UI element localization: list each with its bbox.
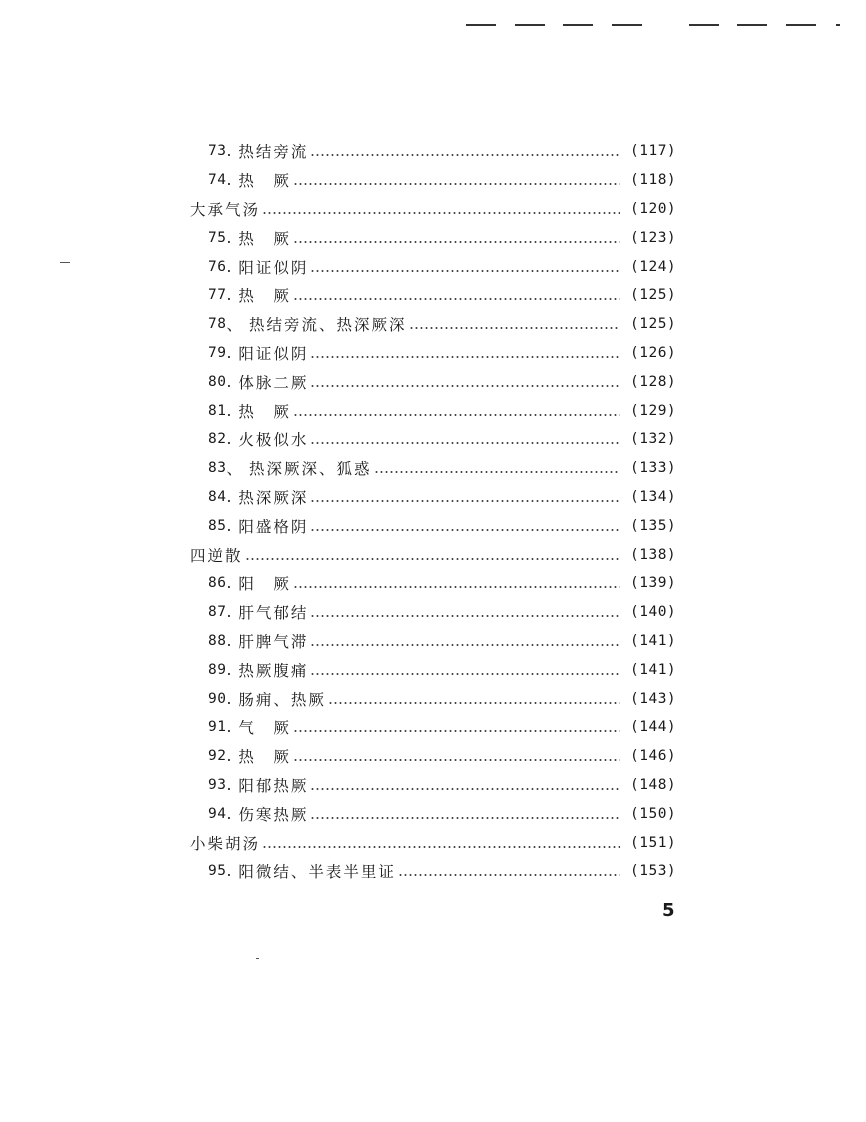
toc-entry-title: 阳证似阴 <box>238 258 309 277</box>
toc-page-reference: (123) <box>630 229 677 246</box>
toc-entry-number: 93 <box>208 776 227 793</box>
toc-dot-leader <box>310 644 620 646</box>
toc-entry-title: 伤寒热厥 <box>238 805 309 824</box>
toc-page-reference: (150) <box>630 805 677 822</box>
toc-page-reference: (140) <box>630 604 677 621</box>
toc-entry-title: 热 厥 <box>238 402 291 421</box>
toc-dot-leader <box>310 385 620 387</box>
toc-entry-separator: . <box>226 747 233 766</box>
toc-entry <box>190 857 700 886</box>
toc-entry-title: 大承气汤 <box>190 200 261 219</box>
toc-entry-number: 77 <box>208 287 227 304</box>
toc-entry-number: 73 <box>208 143 227 160</box>
toc-entry-number: 86 <box>208 575 227 592</box>
toc-page-reference: (151) <box>630 834 677 851</box>
toc-entry-number: 88 <box>208 632 227 649</box>
toc-entry-separator: . <box>226 343 233 362</box>
toc-entry-separator: . <box>226 487 233 506</box>
toc-dot-leader <box>310 673 620 675</box>
scan-speck <box>256 958 259 959</box>
toc-dot-leader <box>262 212 620 214</box>
scan-speck <box>60 262 70 263</box>
toc-entry <box>190 425 700 454</box>
toc-dot-leader <box>374 471 621 473</box>
toc-dot-leader <box>310 500 620 502</box>
toc-page-reference: (132) <box>630 431 677 448</box>
toc-page-reference: (129) <box>630 402 677 419</box>
toc-entry-number: 80 <box>208 373 227 390</box>
page-number: 5 <box>662 900 675 921</box>
toc-entry-separator: . <box>226 171 233 190</box>
toc-entry-number: 84 <box>208 488 227 505</box>
toc-page-reference: (135) <box>630 517 677 534</box>
toc-entry-number: 89 <box>208 661 227 678</box>
toc-dot-leader <box>310 154 620 156</box>
toc-entry <box>190 281 700 310</box>
toc-entry-title: 热深厥深 <box>238 488 309 507</box>
toc-page-reference: (118) <box>630 172 677 189</box>
toc-entry <box>190 252 700 281</box>
toc-entry-separator: . <box>226 142 233 161</box>
toc-entry <box>190 511 700 540</box>
toc-entry-number: 81 <box>208 402 227 419</box>
toc-entry-title: 肝气郁结 <box>238 604 309 623</box>
toc-entry <box>190 339 700 368</box>
toc-entry <box>190 310 700 339</box>
toc-entry-title: 肠痈、热厥 <box>238 690 326 709</box>
toc-entry-title: 体脉二厥 <box>238 373 309 392</box>
toc-entry-title: 热深厥深、狐惑 <box>248 460 372 479</box>
toc-entry-title: 阳证似阴 <box>238 344 309 363</box>
header-rule-dash <box>786 24 816 26</box>
toc-entry-separator: . <box>226 401 233 420</box>
toc-dot-leader <box>310 788 620 790</box>
toc-entry <box>190 655 700 684</box>
toc-page-reference: (134) <box>630 488 677 505</box>
toc-dot-leader <box>293 730 620 732</box>
toc-page-reference: (143) <box>630 690 677 707</box>
toc-section-heading <box>190 828 700 857</box>
toc-dot-leader <box>310 817 620 819</box>
toc-dot-leader <box>328 702 620 704</box>
toc-entry <box>190 569 700 598</box>
toc-entry-number: 85 <box>208 517 227 534</box>
toc-dot-leader <box>293 759 620 761</box>
toc-entry <box>190 598 700 627</box>
toc-entry <box>190 799 700 828</box>
toc-entry <box>190 166 700 195</box>
toc-entry-number: 83 <box>208 460 227 477</box>
toc-entry-title: 热 厥 <box>238 748 291 767</box>
toc-page-reference: (141) <box>630 661 677 678</box>
toc-dot-leader <box>398 874 620 876</box>
toc-page-reference: (153) <box>630 863 677 880</box>
toc-entry-number: 92 <box>208 748 227 765</box>
toc-entry-separator: . <box>226 718 233 737</box>
toc-entry-number: 78 <box>208 316 227 333</box>
toc-dot-leader <box>293 298 620 300</box>
toc-entry-title: 热 厥 <box>238 287 291 306</box>
toc-entry-number: 76 <box>208 258 227 275</box>
toc-entry-number: 91 <box>208 719 227 736</box>
toc-entry <box>190 454 700 483</box>
toc-dot-leader <box>293 241 620 243</box>
header-rule-dash <box>563 24 593 26</box>
toc-dot-leader <box>310 442 620 444</box>
toc-page-reference: (138) <box>630 546 677 563</box>
toc-entry-title: 阳盛格阴 <box>238 517 309 536</box>
toc-entry-title: 热厥腹痛 <box>238 661 309 680</box>
toc-dot-leader <box>310 356 620 358</box>
toc-entry-number: 75 <box>208 229 227 246</box>
toc-dot-leader <box>262 846 620 848</box>
toc-entry-separator: . <box>226 804 233 823</box>
toc-entry <box>190 223 700 252</box>
toc-entry-separator: 、 <box>226 316 243 335</box>
toc-entry <box>190 396 700 425</box>
toc-page-reference: (124) <box>630 258 677 275</box>
toc-page-reference: (141) <box>630 632 677 649</box>
toc-entry-separator: . <box>226 862 233 881</box>
toc-entry-number: 95 <box>208 863 227 880</box>
toc-entry-title: 阳 厥 <box>238 575 291 594</box>
toc-entry-separator: . <box>226 775 233 794</box>
toc-entry-number: 82 <box>208 431 227 448</box>
toc-entry-title: 热结旁流、热深厥深 <box>248 316 407 335</box>
toc-entry-number: 90 <box>208 690 227 707</box>
header-rule-dash <box>737 24 767 26</box>
toc-entry-title: 肝脾气滞 <box>238 632 309 651</box>
toc-page-reference: (146) <box>630 748 677 765</box>
toc-section-heading <box>190 195 700 224</box>
toc-entry-number: 87 <box>208 604 227 621</box>
toc-page-reference: (148) <box>630 776 677 793</box>
toc-entry-title: 阳微结、半表半里证 <box>238 863 396 882</box>
header-rule-dash <box>515 24 545 26</box>
toc-page-reference: (139) <box>630 575 677 592</box>
toc-entry <box>190 137 700 166</box>
toc-entry-separator: . <box>226 228 233 247</box>
header-rule-dash <box>466 24 496 26</box>
toc-entry <box>190 367 700 396</box>
toc-entry-separator: . <box>226 430 233 449</box>
toc-page-reference: (133) <box>630 460 677 477</box>
toc-entry-number: 94 <box>208 805 227 822</box>
toc-entry <box>190 627 700 656</box>
toc-entry-separator: 、 <box>226 460 243 479</box>
toc-entry-separator: . <box>226 516 233 535</box>
toc-section-heading <box>190 540 700 569</box>
toc-page-reference: (125) <box>630 287 677 304</box>
toc-entry-separator: . <box>226 372 233 391</box>
toc-entry-number: 74 <box>208 172 227 189</box>
toc-entry-title: 热 厥 <box>238 172 291 191</box>
toc-page-reference: (128) <box>630 373 677 390</box>
toc-entry-title: 小柴胡汤 <box>190 834 261 853</box>
toc-page-reference: (125) <box>630 316 677 333</box>
toc-dot-leader <box>310 615 620 617</box>
toc-entry <box>190 742 700 771</box>
toc-dot-leader <box>310 270 620 272</box>
toc-dot-leader <box>293 586 620 588</box>
toc-entry-title: 四逆散 <box>190 546 243 565</box>
toc-entry-separator: . <box>226 689 233 708</box>
toc-entry-title: 热结旁流 <box>238 143 309 162</box>
toc-dot-leader <box>245 558 620 560</box>
header-rule-dash <box>689 24 719 26</box>
toc-dot-leader <box>310 529 620 531</box>
toc-dot-leader <box>293 414 620 416</box>
toc-entry-title: 气 厥 <box>238 719 291 738</box>
toc-entry-title: 火极似水 <box>238 431 309 450</box>
toc-entry <box>190 713 700 742</box>
toc-entry-separator: . <box>226 257 233 276</box>
toc-page-reference: (120) <box>630 200 677 217</box>
toc-entry-separator: . <box>226 660 233 679</box>
header-rule-dash <box>836 24 840 26</box>
toc-entry-title: 热 厥 <box>238 229 291 248</box>
toc-entry-separator: . <box>226 631 233 650</box>
toc-dot-leader <box>409 327 621 329</box>
header-rule-dash <box>612 24 642 26</box>
toc-dot-leader <box>293 183 620 185</box>
toc-page-reference: (117) <box>630 143 677 160</box>
toc-entry <box>190 483 700 512</box>
toc-page-reference: (126) <box>630 344 677 361</box>
toc-page-reference: (144) <box>630 719 677 736</box>
toc-entry-separator: . <box>226 286 233 305</box>
toc-entry-title: 阳郁热厥 <box>238 776 309 795</box>
toc-entry <box>190 771 700 800</box>
toc-entry <box>190 684 700 713</box>
table-of-contents <box>190 137 700 886</box>
toc-entry-number: 79 <box>208 344 227 361</box>
toc-entry-separator: . <box>226 574 233 593</box>
toc-entry-separator: . <box>226 603 233 622</box>
